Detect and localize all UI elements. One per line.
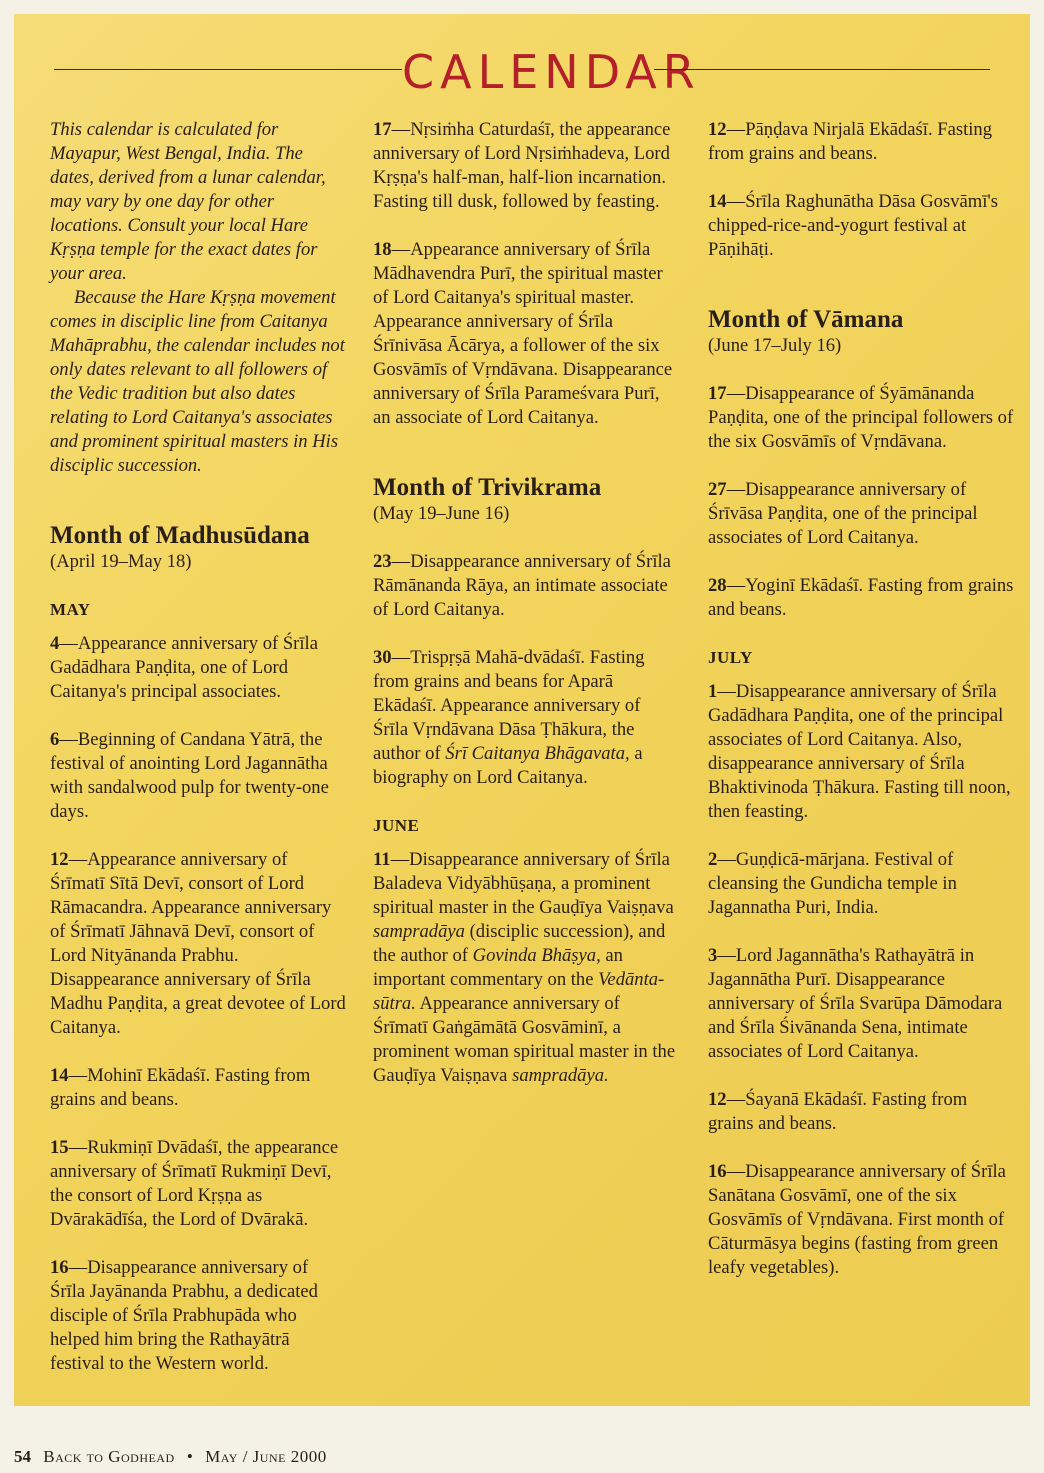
calendar-entry [373,646,679,790]
calendar-entry [708,1088,1014,1136]
calendar-entry [708,382,1014,454]
entry-day: 6 [50,729,60,750]
month-range-vamana: (June 17–July 16) [708,335,842,356]
entry-day: 12 [708,1089,727,1110]
issue-date: May / June 2000 [205,1447,327,1466]
entry-text: —Disappearance anniversary of Śrīla Gadādhara Paṇḍita, one of the principal associates of Lord Caitanya. Also, disappearance anniversary of Śrīla Bhaktivinoda Ṭhākura. Fasting till noon, then feasting. [708,681,1011,822]
column-1 [50,118,346,1376]
entry-text: —Pāṇḍava Nirjalā Ekādaśī. Fasting from grains and beans. [708,119,993,164]
entry-day: 14 [708,191,727,212]
calendar-entry [708,1160,1014,1280]
entry-text: —Appearance anniversary of Śrīmatī Sītā Devī, consort of Lord Rāmacandra. Appearance anniversary of Śrīmatī Jāhnavā Devī, consort of Lord Nityānanda Prabhu. Disappearance anniversary of Śrīla Madhu Paṇḍita, a great devotee of Lord Caitanya. [50,849,346,1038]
entry-text: —Appearance anniversary of Śrīla Gadādhara Paṇḍita, one of Lord Caitanya's principal associates. [50,633,318,702]
entry-day: 2 [708,849,718,870]
page-number: 54 [14,1447,31,1466]
entry-text: —Nṛsiṁha Caturdaśī, the appearance anniversary of Lord Nṛsiṁhadeva, Lord Kṛṣṇa's half-man, half-lion incarnation. Fasting till dusk, followed by feasting. [373,119,671,212]
entry-text: —Śrīla Raghunātha Dāsa Gosvāmī's chipped-rice-and-yogurt festival at Pāṇihāṭi. [708,191,998,260]
entry-text: an important commentary on the [373,945,623,990]
entry-italic: sampradāya [373,921,465,942]
calendar-entry [50,728,346,824]
entry-italic: Śrī Caitanya Bhāgavata, [445,743,630,764]
entry-day: 12 [50,849,69,870]
entry-text: —Disappearance anniversary of Śrīla Sanātana Gosvāmī, one of the six Gosvāmīs of Vṛndāvana. First month of Cāturmāsya begins (fasting from green leafy vegetables). [708,1161,1006,1278]
calendar-entry [708,944,1014,1064]
title-rule-left [54,69,402,70]
entry-day: 30 [373,647,392,668]
month-range-trivikrama: (May 19–June 16) [373,503,510,524]
calendar-entry [708,190,1014,262]
calendar-entry [373,118,679,214]
calendar-entry [373,848,679,1088]
calendar-entry [708,478,1014,550]
entry-text: Appearance anniversary of Śrīmatī Gaṅgāmātā Gosvāminī, a prominent woman spiritual master in the Gauḍīya Vaiṣṇava [373,993,676,1086]
footer-separator: • [186,1447,193,1466]
entry-text: —Lord Jagannātha's Rathayātrā in Jagannātha Purī. Disappearance anniversary of Śrīla Svarūpa Dāmodara and Śrīla Śivānanda Sena, intimate associates of Lord Caitanya. [708,945,1003,1062]
entry-italic: Vedānta-sūtra. [373,969,665,1014]
calendar-entry [708,574,1014,622]
entry-text: —Disappearance of Śyāmānanda Paṇḍita, one of the principal followers of the six Gosvāmīs of Vṛndāvana. [708,383,1014,452]
month-range-madhusudana: (April 19–May 18) [50,551,192,572]
entry-day: 15 [50,1137,69,1158]
calendar-entry [708,680,1014,824]
entry-text: —Trispṛṣā Mahā-dvādaśī. Fasting from grains and beans for Aparā Ekādaśī. Appearance anniversary of Śrīla Vṛndāvana Dāsa Ṭhākura, the author of [373,647,645,764]
entry-day: 16 [708,1161,727,1182]
calendar-entry [50,848,346,1040]
calendar-entry [373,550,679,622]
entry-day: 17 [708,383,727,404]
entry-text: (disciplic succession), and the author of [373,921,666,966]
calendar-entry [373,238,679,430]
entry-text: —Disappearance anniversary of Śrīvāsa Paṇḍita, one of the principal associates of Lord Caitanya. [708,479,978,548]
entry-text: —Disappearance anniversary of Śrīla Jayānanda Prabhu, a dedicated disciple of Śrīla Prabhupāda who helped him bring the Rathayātrā festival to the Western world. [50,1257,318,1374]
intro-text [50,118,346,478]
entry-text: —Śayanā Ekādaśī. Fasting from grains and beans. [708,1089,968,1134]
entry-text: —Yoginī Ekādaśī. Fasting from grains and beans. [708,575,1014,620]
entry-day: 14 [50,1065,69,1086]
entry-italic: Govinda Bhāṣya, [472,945,601,966]
entry-italic: sampradāya. [512,1065,609,1086]
entry-text: —Guṇḍicā-mārjana. Festival of cleansing the Gundicha temple in Jagannatha Puri, India. [708,849,957,918]
month-title-vamana: Month of Vāmana [708,306,904,333]
calendar-entry [708,118,1014,166]
entry-text: —Disappearance anniversary of Śrīla Baladeva Vidyābhūṣaṇa, a prominent spiritual master in the Gauḍīya Vaiṣṇava [373,849,674,918]
calendar-entry [708,848,1014,920]
intro-paragraph-2: Because the Hare Kṛṣṇa movement comes in disciplic line from Caitanya Mahāprabhu, the calendar includes not only dates relevant to all followers of the Vedic tradition but also dates relating to Lord Caitanya's associates and prominent spiritual masters in His disciplic succession. [50,287,345,476]
entry-day: 16 [50,1257,69,1278]
calendar-entry [50,1136,346,1232]
entry-day: 12 [708,119,727,140]
month-label-may: MAY [50,600,91,619]
page-footer [14,1446,327,1468]
page-title: CALENDAR [402,45,701,99]
entry-day: 11 [373,849,391,870]
column-3 [708,118,1014,1280]
month-title-madhusudana: Month of Madhusūdana [50,522,310,549]
entry-day: 23 [373,551,392,572]
entry-text: —Disappearance anniversary of Śrīla Rāmānanda Rāya, an intimate associate of Lord Caitanya. [373,551,671,620]
intro-paragraph-1: This calendar is calculated for Mayapur, West Bengal, India. The dates, derived from a lunar calendar, may vary by one day for other locations. Consult your local Hare Kṛṣṇa temple for the exact dates for your area. [50,119,326,284]
entry-day: 18 [373,239,392,260]
entry-text-tail: a biography on Lord Caitanya. [373,743,643,788]
entry-text: —Appearance anniversary of Śrīla Mādhavendra Purī, the spiritual master of Lord Caitanya's spiritual master. Appearance anniversary of Śrīla Śrīnivāsa Ācārya, a follower of the six Gosvāmīs of Vṛndāvana. Disappearance anniversary of Śrīla Parameśvara Purī, an associate of Lord Caitanya. [373,239,673,428]
calendar-page [14,14,1030,1406]
month-label-july: JULY [708,648,753,667]
entry-text: —Rukmiṇī Dvādaśī, the appearance anniversary of Śrīmatī Rukmiṇī Devī, the consort of Lord Kṛṣṇa as Dvārakādīśa, the Lord of Dvārakā. [50,1137,339,1230]
entry-day: 17 [373,119,392,140]
publication-name: Back to Godhead [43,1447,175,1466]
month-label-june: JUNE [373,816,420,835]
calendar-entry [50,1256,346,1376]
entry-text: —Mohinī Ekādaśī. Fasting from grains and beans. [50,1065,311,1110]
month-title-trivikrama: Month of Trivikrama [373,474,602,501]
entry-day: 28 [708,575,727,596]
entry-day: 1 [708,681,718,702]
title-rule-right [654,69,990,70]
entry-day: 4 [50,633,60,654]
calendar-entry [50,1064,346,1112]
entry-text: —Beginning of Candana Yātrā, the festival of anointing Lord Jagannātha with sandalwood pulp for twenty-one days. [50,729,329,822]
calendar-entry [50,632,346,704]
entry-day: 27 [708,479,727,500]
entry-day: 3 [708,945,718,966]
column-2 [373,118,679,1088]
